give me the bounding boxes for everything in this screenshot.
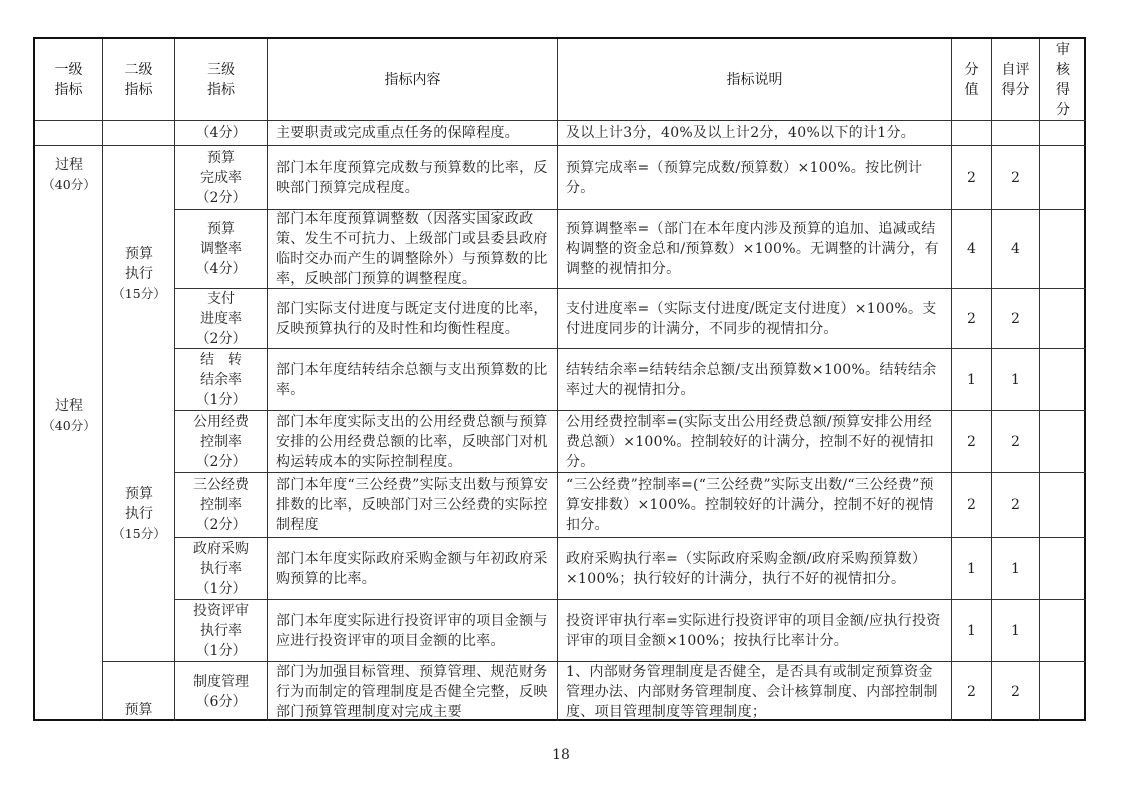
explanation-text: 结转结余率=结转结余总额/支出预算数×100%。结转结余率过大的视情扣分。	[566, 361, 937, 398]
row7-explanation-cell	[558, 538, 952, 600]
level3-line: 结余率	[199, 371, 242, 388]
row1-content-cell	[268, 146, 558, 210]
content-text: 部门本年度实际政府采购金额与年初政府采购预算的比率。	[276, 550, 548, 587]
row5-score-cell	[952, 411, 992, 473]
row5-level3-cell	[175, 411, 268, 473]
header-level2	[103, 39, 175, 121]
explanation-text: 支付进度率=（实际支付进度/既定支付进度）×100%。支付进度同步的计满分，不同步的视情扣分。	[566, 300, 937, 337]
row3-score-cell	[952, 289, 992, 349]
header-audit-line3: 得	[1056, 81, 1070, 98]
level3-line: 支付	[206, 290, 235, 307]
self-value: 1	[1011, 622, 1020, 639]
level3-line: （1分）	[195, 642, 247, 659]
row6-level3-cell	[175, 473, 268, 538]
row7-level3-cell	[175, 538, 268, 600]
header-level1	[35, 39, 103, 121]
level1-points: （40分）	[42, 177, 96, 192]
header-level3-line1: 三级	[207, 61, 235, 78]
score-value: 2	[967, 433, 976, 450]
level3-line: 调整率	[199, 241, 242, 257]
level3-label	[193, 539, 249, 599]
level2-merged-cell	[103, 146, 175, 662]
level2-last-label: 预算	[124, 702, 153, 718]
explanation-text: “三公经费”控制率=(“三公经费”实际支出数/“三公经费”预算安排数）×100%。控制较好的计满分，控制不好的视情扣分。	[566, 477, 934, 533]
level3-line: （1分）	[195, 580, 247, 597]
row6-content-cell	[268, 473, 558, 538]
row7-self-cell	[992, 538, 1040, 600]
explanation-text: 政府采购执行率=（实际政府采购金额/政府采购预算数）×100%；执行较好的计满分，执行不好的视情扣分。	[566, 550, 927, 587]
row9-content-cell	[268, 662, 558, 721]
content-text: 部门本年度结转结余总额与支出预算数的比率。	[276, 361, 548, 398]
level2-name-line1: 预算	[125, 246, 153, 262]
header-explanation	[558, 39, 952, 121]
row2-explanation-cell	[558, 210, 952, 289]
header-audit-line4: 分	[1056, 101, 1070, 118]
level3-line: 公用经费	[193, 413, 249, 430]
level1-points: （40分）	[42, 418, 96, 433]
header-audit-score	[1040, 39, 1086, 121]
row8-level3-cell	[175, 600, 268, 662]
content-text: 部门本年度实际支出的公用经费总额与预算安排的公用经费总额的比率，反映部门对机构运转成本的实际控制程度。	[276, 413, 548, 470]
row4-score-cell	[952, 349, 992, 411]
level3-line: 预算	[206, 221, 235, 237]
header-level2-line2: 指标	[124, 81, 153, 98]
header-level1-line2: 指标	[54, 81, 83, 98]
level2-name-line2: 执行	[125, 506, 153, 522]
row9-self-cell	[992, 662, 1040, 721]
row1-self-cell	[992, 146, 1040, 210]
score-value: 4	[967, 241, 976, 257]
row3-audit-cell	[1040, 289, 1086, 349]
row0-explanation-cell	[558, 121, 952, 146]
score-value: 2	[967, 310, 976, 327]
level1-name: 过程	[55, 398, 83, 414]
row7-content-cell	[268, 538, 558, 600]
score-value: 1	[967, 560, 976, 577]
row0-self-cell	[992, 121, 1040, 146]
row5-self-cell	[992, 411, 1040, 473]
score-value: 1	[967, 371, 976, 388]
header-self-score-line1: 自评	[1001, 61, 1030, 78]
row5-audit-cell	[1040, 411, 1086, 473]
level3-label	[196, 148, 247, 208]
content-text: 部门本年度预算完成数与预算数的比率，反映部门预算完成程度。	[276, 159, 548, 196]
level3-label	[196, 350, 247, 410]
row2-audit-cell	[1040, 210, 1086, 289]
row4-level3-cell	[175, 349, 268, 411]
content-text: 部门实际支付进度与既定支付进度的比率，反映预算执行的及时性和均衡性程度。	[276, 300, 548, 337]
header-explanation-label: 指标说明	[726, 71, 783, 88]
explanation-text: 公用经费控制率=(实际支出公用经费总额/预算安排公用经费总额）×100%。控制较好的计满分，控制不好的视情扣分。	[566, 413, 934, 470]
level3-label	[196, 289, 247, 349]
score-value: 1	[967, 622, 976, 639]
header-level3-line2: 指标	[207, 81, 235, 98]
level2-points: （15分）	[112, 526, 166, 541]
score-value: 2	[967, 683, 976, 700]
self-value: 1	[1011, 371, 1020, 388]
row1-audit-cell	[1040, 146, 1086, 210]
header-score	[952, 39, 992, 121]
self-value: 2	[1011, 433, 1020, 450]
level3-label	[196, 123, 247, 143]
level3-line: 预算	[206, 149, 235, 166]
row5-explanation-cell	[558, 411, 952, 473]
page-number: 18	[552, 747, 570, 763]
level3-label	[196, 219, 247, 279]
level1-label-mid	[35, 396, 103, 436]
row8-content-cell	[268, 600, 558, 662]
row2-level3-cell	[175, 210, 268, 289]
row3-explanation-cell	[558, 289, 952, 349]
level3-label	[193, 412, 249, 472]
explanation-text: 及以上计3分，40%及以上计2分，40%以下的计1分。	[566, 125, 916, 141]
level1-name: 过程	[55, 157, 83, 173]
row4-audit-cell	[1040, 349, 1086, 411]
row4-content-cell	[268, 349, 558, 411]
evaluation-table	[33, 37, 1086, 721]
level2-points: （15分）	[112, 286, 166, 301]
level2-label-top	[103, 244, 175, 304]
self-value: 2	[1011, 310, 1020, 327]
level2-label-mid	[103, 484, 175, 544]
self-value: 2	[1011, 683, 1020, 700]
level3-line: 制度管理	[193, 673, 249, 690]
header-level1-line1: 一级	[54, 61, 83, 78]
content-text: 部门本年度预算调整数（因落实国家政政策、发生不可抗力、上级部门或县委县政府临时交办而产生的调整除外）与预算数的比率，反映部门预算的调整程度。	[276, 211, 548, 287]
explanation-text: 1、内部财务管理制度是否健全，是否具有或制定预算资金管理办法、内部财务管理制度、会计核算制度、内部控制制度、项目管理制度等管理制度；	[566, 663, 938, 720]
score-value: 2	[967, 169, 976, 186]
level3-line: 控制率	[200, 497, 242, 513]
row0-level3-cell	[175, 121, 268, 146]
row7-score-cell	[952, 538, 992, 600]
header-score-line1: 分	[964, 61, 979, 78]
level3-line: 结 转	[199, 351, 242, 368]
header-self-score	[992, 39, 1040, 121]
row7-audit-cell	[1040, 538, 1086, 600]
row6-explanation-cell	[558, 473, 952, 538]
row1-level3-cell	[175, 146, 268, 210]
level3-line: 完成率	[199, 169, 242, 186]
row2-score-cell	[952, 210, 992, 289]
row6-self-cell	[992, 473, 1040, 538]
row9-explanation-cell	[558, 662, 952, 721]
row3-level3-cell	[175, 289, 268, 349]
row5-content-cell	[268, 411, 558, 473]
level3-line: 执行率	[200, 560, 242, 577]
row6-score-cell	[952, 473, 992, 538]
header-content-label: 指标内容	[384, 71, 441, 88]
content-text: 部门本年度“三公经费”实际支出数与预算安排数的比率，反映部门对三公经费的实际控制程度	[276, 477, 549, 533]
header-audit-line1: 审	[1056, 41, 1070, 58]
row3-self-cell	[992, 289, 1040, 349]
row1-score-cell	[952, 146, 992, 210]
header-level3	[175, 39, 268, 121]
level2-last-cell	[103, 662, 175, 721]
row9-level3-cell	[175, 662, 268, 721]
level3-line: （6分）	[195, 693, 247, 710]
explanation-text: 预算调整率=（部门在本年度内涉及预算的追加、追减或结构调整的资金总和/预算数）×100%。无调整的计满分，有调整的视情扣分。	[566, 221, 939, 277]
self-value: 1	[1011, 560, 1020, 577]
header-self-score-line2: 得分	[1001, 81, 1030, 98]
row1-explanation-cell	[558, 146, 952, 210]
level3-label	[193, 672, 249, 712]
row8-audit-cell	[1040, 600, 1086, 662]
content-text: 部门本年度实际进行投资评审的项目金额与应进行投资评审的项目金额的比率。	[276, 612, 548, 649]
row2-content-cell	[268, 210, 558, 289]
level3-label	[193, 601, 249, 661]
level1-label-top	[35, 155, 103, 195]
row8-explanation-cell	[558, 600, 952, 662]
level2-name-line1: 预算	[125, 486, 153, 502]
level3-line: （2分）	[195, 453, 247, 470]
score-value: 2	[967, 497, 976, 513]
row3-content-cell	[268, 289, 558, 349]
row4-explanation-cell	[558, 349, 952, 411]
level3-line: （1分）	[195, 391, 247, 408]
row0-level1-cell	[35, 121, 103, 146]
level3-line: （2分）	[195, 330, 247, 347]
row9-score-cell	[952, 662, 992, 721]
row4-self-cell	[992, 349, 1040, 411]
row6-audit-cell	[1040, 473, 1086, 538]
level3-label	[193, 475, 249, 535]
row0-level2-cell	[103, 121, 175, 146]
header-audit-line2: 核	[1056, 61, 1070, 78]
row0-score-cell	[952, 121, 992, 146]
self-value: 4	[1011, 241, 1020, 257]
self-value: 2	[1011, 497, 1020, 513]
explanation-text: 投资评审执行率=实际进行投资评审的项目金额/应执行投资评审的项目金额×100%；按执行比率计分。	[566, 612, 941, 649]
level3-line: 控制率	[200, 433, 242, 450]
level3-line: 三公经费	[193, 477, 249, 493]
row0-content-cell	[268, 121, 558, 146]
row2-self-cell	[992, 210, 1040, 289]
row8-self-cell	[992, 600, 1040, 662]
explanation-text: 预算完成率=（预算完成数/预算数）×100%。按比例计分。	[566, 159, 923, 196]
level3-line: 政府采购	[193, 540, 249, 557]
row0-audit-cell	[1040, 121, 1086, 146]
header-score-line2: 值	[964, 81, 979, 98]
level3-line: （4分）	[195, 125, 247, 141]
level3-line: （2分）	[195, 189, 247, 206]
row9-audit-cell	[1040, 662, 1086, 721]
level3-line: 执行率	[200, 622, 242, 639]
self-value: 2	[1011, 169, 1020, 186]
header-content	[268, 39, 558, 121]
level3-line: 进度率	[199, 310, 242, 327]
header-level2-line1: 二级	[124, 61, 153, 78]
row8-score-cell	[952, 600, 992, 662]
content-text: 主要职责或完成重点任务的保障程度。	[276, 125, 520, 141]
level3-line: 投资评审	[193, 602, 249, 619]
level3-line: （2分）	[195, 517, 247, 533]
content-text: 部门为加强目标管理、预算管理、规范财务行为而制定的管理制度是否健全完整，反映部门预算管理制度对完成主要	[276, 663, 548, 720]
level2-name-line2: 执行	[125, 266, 153, 282]
level3-line: （4分）	[195, 261, 247, 277]
